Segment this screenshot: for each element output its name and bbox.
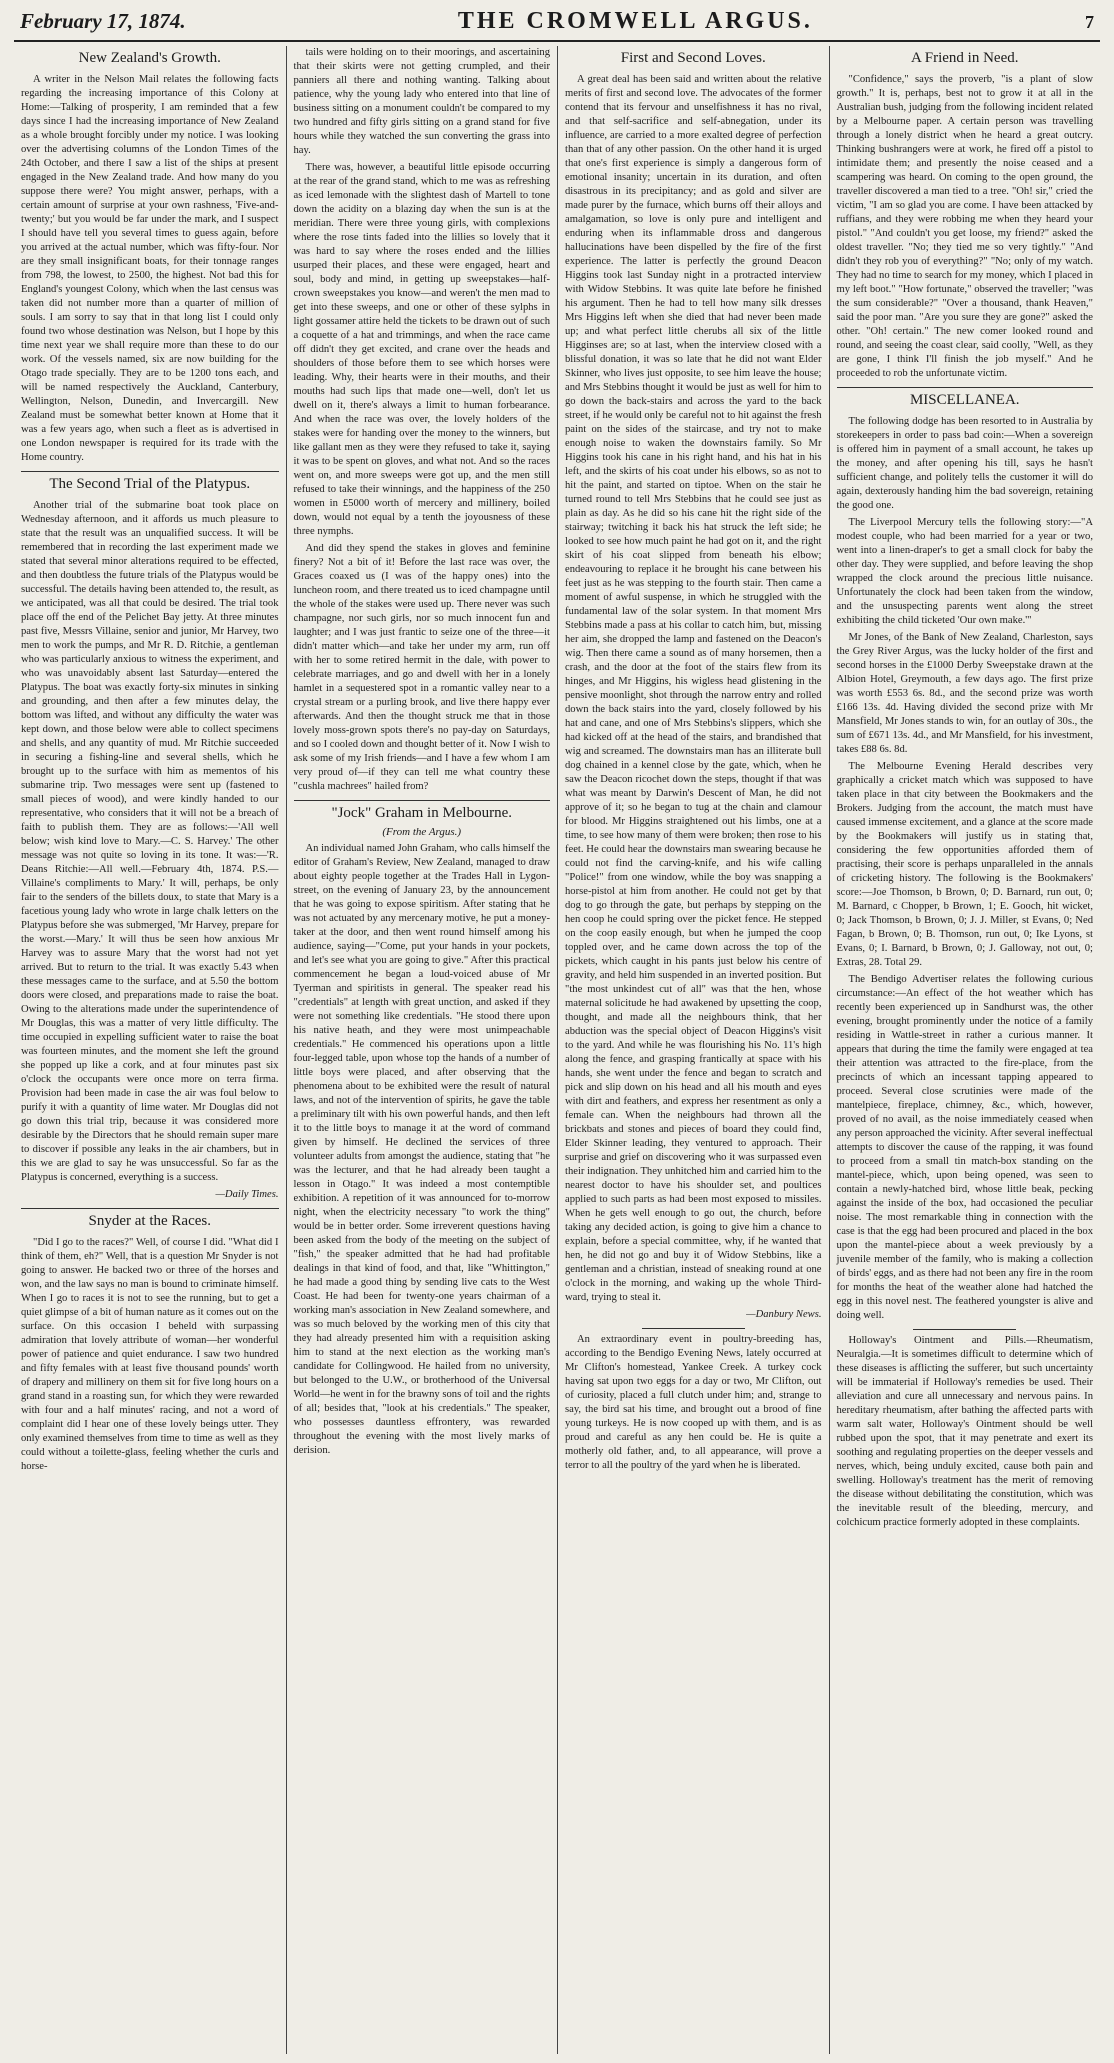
article-separator bbox=[913, 1329, 1016, 1330]
article bbox=[21, 50, 279, 465]
article-paragraph: The Bendigo Advertiser relates the following curious circumstance:—An effect of the hot weather which has recently been experienced up in Sandhurst was, the other evening, brought prominently under the notice of a family residing in Wattle-street in rather a curious manner. It appears that during the time the family were engaged at tea their attention was attracted to the fire-place, from the precincts of which an incessant tapping appeared to proceed. Several close scrutinies were made of the mantelpiece, fireplace, chimney, &c., which, however, proved of no avail, as the noise immediately ceased when any person approached the vicinity. After several ineffectual attempts to discover the cause of the rapping, it was found to proceed from a small tin match-box standing on the mantel-piece, which, upon being opened, was seen to contain a newly-hatched bird, whose little beak, pecking against the inside of the box, had occasioned the peculiar noise. The most remarkable thing in connection with the case is that the egg had been procured and placed in the box upon the mantel-piece about a week previously by a juvenile member of the family, who is making a collection of birds' eggs, and as there had not been any fire in the room for months the heat of the weather alone had hatched the egg in this novel nest. The feathered youngster is alive and doing well. bbox=[836, 974, 1093, 1321]
article-paragraph: A writer in the Nelson Mail relates the following facts regarding the increasing importance of this Colony at Home:—Talking of prosperity, I am reminded that a few days since I had the increasing importance of New Zealand as a whole brought forcibly under my notice. I was looking over the advertising columns of the London Times of the 24th October, and there I saw a list of the ships at present engaged in the New Zealand trade. And how many do you suppose there were? You might answer, perhaps, with a certain amount of surprise at your own rashness, 'Five-and-twenty;' but you would be far under the mark, and I suspect I should have tell you several times to guess again, before you arrived at the actual number, which was fifty-four. Nor are they small insignificant boats, for their tonnage ranges from 798, the lowest, to 2500, the highest. Not bad this for England's youngest Colony, which when the last census was taken did not number more than a quarter of million of souls. I am sorry to say that in that long list I could only found two whose destination was Nelson, but I hope by this time next year we shall require more than these to do our work. Of the vessels named, six are now building for the Otago trade specially. They are to be 1200 tons each, and will be named respectively the Auckland, Canterbury, Wellington, Nelson, Dunedin, and Invercargill. New Zealand must be somewhat better known at Home that it was a few years ago, when such a fleet as is advertised in one London newspaper is required for its trade with the Home country. bbox=[21, 74, 279, 463]
article-paragraph: An extraordinary event in poultry-breeding has, according to the Bendigo Evening News, lately occurred at Mr Clifton's homestead, Yankee Creek. A turkey cock having sat upon two eggs for a day or two, Mr Clifton, out of curiosity, placed a full clutch under him; and, strange to say, the bird sat his time, and brought out a brood of fine young turkeys. He is now cooped up with them, and is as proud and careful as any hen could be. He is quite a motherly old father, and, to all appearance, will prove a terror to all the poultry of the yard when he is liberated. bbox=[565, 1334, 822, 1471]
page-number: 7 bbox=[1085, 12, 1094, 32]
article-paragraph: There was, however, a beautiful little episode occurring at the rear of the grand stand, which to me was as refreshing as iced lemonade with the slightest dash of Martell to tone down the acidity on a blazing day when the sun is at the meridian. There were three young girls, with complexions where the rose tints faded into the lillies so lovely that it was hard to say where the roses ended and the lillies usurped their places, and these were engaged, heart and soul, body and mind, in getting up sweepstakes—half-crown sweepstakes you know—and weren't the men mad to get into these sweeps, and one or other of these sylphs in light gossamer attire held the tickets to be drawn out of such a coquette of a hat and trimmings, and when the race came off didn't they get excited, and crane over the heads and shoulders of those before them to see which horses were leading. Why, their hearts were in their mouths, and their mouths had such lips that made one—well, don't let us dwell on it, there's always a limit to human forbearance. And when the race was over, the lovely holders of the stakes were for handing over the money to the winners, but like gallant men as they were they refused to take it, saying it was to be spent on gloves, and what not. And so the races went on, and more sweeps were got up, and the men still refused to take their winnings, and the happiness of the 250 women in £5000 worth of mercery and millinery, boiled down, would not equal by a tenth the joyousness of these three nymphs. bbox=[293, 162, 550, 537]
article-paragraph: Mr Jones, of the Bank of New Zealand, Charleston, says the Grey River Argus, was the lucky holder of the first and second horses in the £1000 Derby Sweepstake drawn at the Albion Hotel, Greymouth, a few days ago. The first prize was worth £553 6s. 8d., and the second prize was worth £166 13s. 4d. Having divided the second prize with Mr Mansfield, Mr Jones stands to win, for an outlay of 30s., the sum of £671 13s. 4d., and Mr Mansfield, for his investment, takes £88 6s. 8d. bbox=[836, 632, 1093, 755]
article-paragraph: "Did I go to the races?" Well, of course I did. "What did I think of them, eh?" Well, that is a question Mr Snyder is not going to answer. He backed two or three of the horses and won, and the law says no man is bound to criminate himself. When I go to races it is not to see the running, but to get a quiet glimpse of a bit of human nature as it comes out on the surface. On this occasion I beheld with surpassing admiration that lovely attribute of woman—her wonderful power of patience and quiet endurance. I saw two hundred and fifty females with at least five thousand pounds' worth of drapery and millinery on them sit for five long hours on a grand stand in a roasting sun, for which they were rewarded with four and a half minutes' racing, and not a word of complaint did I hear one of these lovely beings utter. They only examined themselves from time to time as well as they could without a toilette-glass, feeling whether the curls and horse- bbox=[21, 1237, 279, 1472]
article-separator bbox=[21, 1208, 279, 1209]
article-columns bbox=[14, 46, 1100, 2054]
article bbox=[565, 50, 822, 1322]
article-headline: First and Second Loves. bbox=[620, 50, 766, 66]
article-paragraph: And did they spend the stakes in gloves and feminine finery? Not a bit of it! Before the last race was over, the Graces coaxed us (I was of the happy ones) into the luncheon room, and there treated us to iced champagne until the whole of the stakes were used up. There never was such champagne, nor such girls, nor so much innocent fun and laughter; and I was just frantic to seize one of the three—it didn't matter which—and take her under my arm, run off with her to some retired hermit in the dale, with power to celebrate marriages, and go and dwell with her in a lonely hamlet in a sequestered spot in a romantic valley near to a crystal stream or a purling brook, and live there happy ever afterwards. And then the thought struck me that in those lovely moss-grown spots there's no pay-day on Saturdays, and so I cooled down and thought better of it. Now I wish to ask some of my Irish friends—and I have a few whom I am very proud of—if they can tell me what country these "cushla machrees" hailed from? bbox=[293, 543, 550, 792]
article-byline: (From the Argus.) bbox=[382, 826, 462, 838]
article bbox=[21, 1213, 279, 1474]
article bbox=[565, 1333, 822, 1473]
article bbox=[294, 805, 551, 1458]
article bbox=[837, 392, 1094, 1323]
article-paragraph: "Confidence," says the proverb, "is a plant of slow growth." It is, perhaps, best not to grow it at all in the Australian bush, judging from the following incident related by a Melbourne paper. A certain person was travelling through a lonely district when he heard a great outcry. Thinking bushrangers were at work, he fired off a pistol to intimidate them; and presently the noise ceased and a scampering was heard. On coming to the open ground, the traveller discovered a man tied to a tree. "Oh! sir," cried the victim, "I am so glad you are come. I have been attacked by ruffians, and they were robbing me when they heard your pistol." "And couldn't you get loose, my friend?" asked the oldest traveller. "No; they tied me so very tightly." "And didn't they rob you of everything?" "No; only of my watch. They had no time to search for my money, which I placed in my left boot." "How fortunate," observed the traveller; "was the sum considerable?" "Over a thousand, thank Heaven," said the poor man. "Are you sure they are gone?" asked the other. "Oh! certain." The new comer looked round and round, and seeing the coast clear, said coolly, "Well, as they are gone, I think I'll finish the job myself." And he proceeded to rob the unfortunate victim. bbox=[836, 74, 1093, 379]
article-paragraph: The Liverpool Mercury tells the following story:—"A modest couple, who had been married for a year or two, went into a linen-draper's to get a small clock for baby the other day. They were supplied, and before leaving the shop wrapped the clock around the precious little nuisance. Unfortunately the clock had been taken from the window, and the unsuspecting parents went along the street exhibiting the child ticketed 'Our own make.'" bbox=[836, 517, 1093, 626]
article-paragraph: An individual named John Graham, who calls himself the editor of Graham's Review, New Zealand, managed to draw about eighty people together at the Trades Hall in Lygon-street, on the evening of January 23, by the announcement that he was going to expose spiritism. After stating that he was not actuated by any mercenary motive, he put a money-taker at the door, and then went round himself among his audience, saying—"Come, put your hands in your pockets, and let's see what you are going to give." After this practical commencement he began a loud-voiced abuse of Mr Tyerman and spiritists in general. The speaker read his "credentials" at length with great unction, and asked if they were not something like credentials. "He stood there upon his native heath, and they were most unimpeachable credentials." He commenced his operations upon a little four-legged table, upon whose top the hands of a number of little boys were placed, and after observing that the phenomena about to be exhibited were the result of natural laws, and not of the intervention of spirits, he gave the table a preliminary tilt with his own powerful hands, and then left it to the little boys to manage it at the word of command given by himself. He declined the services of three volunteer adults from amongst the audience, stating that "he was the lecturer, and that he had already been taught a lesson in Otago." It was indeed a most contemptible exhibition. A repetition of it was announced for to-morrow night, when the electricity necessary "to work the thing" would be in better order. Some irreverent questions having been asked from the body of the meeting on the subject of "fish," the speaker admitted that he had had profitable dealings in that kind of food, and that, like "Whittington," he had made a good thing by sending live cats to the West Coast. He had been for twenty-one years chairman of a working man's association in New Zealand somewhere, and was so much beloved by the working men of this city that they had already presented him with a requisition asking him to stand at the next election as the working man's candidate for Collingwood. He hailed from no university, but belonged to the U.W., or brotherhood of the Universal World—he went in for the brawny sons of toil and the rights of all; besides that, "look at his credentials." The speaker, who possesses dauntless effrontery, was rewarded throughout the evening with the most lively marks of derision. bbox=[293, 843, 550, 1456]
column-4 bbox=[829, 46, 1101, 2054]
article-separator bbox=[642, 1328, 745, 1329]
article-separator bbox=[21, 471, 279, 472]
article-paragraph: Holloway's Ointment and Pills.—Rheumatism, Neuralgia.—It is sometimes difficult to determine which of these diseases is afflicting the sufferer, but such uncertainty will be immaterial if Holloway's remedies be used. Their alleviation and cure all unnecessary and nervous pains. In hereditary rheumatism, after bathing the affected parts with warm salt water, Holloway's Ointment should be well rubbed upon the spot, that it may penetrate and exert its soothing and regulating properties on the deeper vessels and nerves, which, being unduly excited, cause both pain and swelling. Holloway's treatment has the merit of removing the disease without debilitating the constitution, which was the inevitable result of the bleeding, mercury, and colchicum practice formerly adopted in these complaints. bbox=[836, 1335, 1093, 1528]
masthead bbox=[14, 8, 1100, 38]
article-source: —Danbury News. bbox=[746, 1309, 822, 1320]
column-2 bbox=[286, 46, 558, 2054]
article-headline: "Jock" Graham in Melbourne. bbox=[331, 805, 513, 821]
column-1 bbox=[14, 46, 286, 2054]
article-separator bbox=[294, 800, 551, 801]
article bbox=[837, 1334, 1094, 1530]
article-paragraph: The Melbourne Evening Herald describes very graphically a cricket match which was supposed to have taken place in that city between the Bookmakers and the Brokers. Judging from the account, the match must have caused immense excitement, and a glance at the score made by the Bookmakers will justify us in stating that, considering the few opportunities afforded them of practising, their score is perhaps unparalleled in the annals of cricketing history. The following is the Bookmakers' score:—Joe Thomson, b Brown, 0; D. Barnard, run out, 0; M. Barnard, c Chopper, b Brown, 1; E. Gooch, hit wicket, 0; Jack Thomson, b Brown, 0; J. J. Miller, st Evans, 0; Ned Fagan, b Brown, 0; B. Thomson, run out, 0; Ike Lyons, st Evans, 0; I. Barnard, b Brown, 0; J. Galloway, not out, 0; Extras, 28. Total 29. bbox=[836, 761, 1093, 968]
article-headline: Snyder at the Races. bbox=[88, 1213, 211, 1229]
article-headline: A Friend in Need. bbox=[911, 50, 1019, 66]
article bbox=[294, 46, 551, 794]
article bbox=[21, 476, 279, 1202]
issue-date: February 17, 1874. bbox=[20, 9, 186, 33]
article-paragraph: tails were holding on to their moorings, and ascertaining that their skirts were not getting crumpled, and their panniers all there and nothing wanting. Talking about patience, why the young lady who entered into that line of business sitting on a monument couldn't be compared to my two hundred and fifty girls sitting on a grand stand for five hours while they watched the sun converting the grass into hay. bbox=[293, 47, 550, 156]
article-headline: New Zealand's Growth. bbox=[78, 50, 221, 66]
masthead-rule bbox=[14, 40, 1100, 42]
column-3 bbox=[557, 46, 829, 2054]
article-headline: The Second Trial of the Platypus. bbox=[49, 476, 251, 492]
article-paragraph: The following dodge has been resorted to in Australia by storekeepers in order to pass bad coin:—When a sovereign is offered him in payment of a small account, he takes up the money, and after opening his till, says he hasn't sufficient change, and politely tells the customer it will do again, dexterously handing him the bad sovereign, retaining the good one. bbox=[836, 416, 1093, 511]
article-separator bbox=[837, 387, 1094, 388]
article-headline: MISCELLANEA. bbox=[909, 392, 1020, 408]
article-paragraph: Another trial of the submarine boat took place on Wednesday afternoon, and it affords us much pleasure to state that the result was an unqualified success. It will be remembered that in recording the last experiment made we stated that several minor alterations required to be effected, and then doubtless the future trials of the Platypus would be successful. The details having been attended to, the result, as we anticipated, was all that could be desired. The trial took place off the end of the Pelichet Bay jetty. At three minutes past five, Messrs Villaine, senior and junior, Mr Harvey, two men to work the pumps, and Mr R. D. Ritchie, a gentleman who was particularly anxious to witness the experiment, and who was unavoidably absent last Saturday—entered the Platypus. The boat was exactly forty-six minutes in sinking and grounding, and then after a few minutes delay, the bottom was lifted, and without any difficulty the water was kept down, and those below were able to collect specimens and shells, and any quantity of mud. Mr Ritchie succeeded in securing a fishing-line and several shells, which he brought up to the surface with him as mementos of his submarine trip. Two messages were sent up (fastened to small pieces of wood), and were kindly handed to our representative, who considers that it will not be a breach of faith to publish them. They are as follows:—'All well below; wish kind love to Mary.—C. S. Harvey.' The other message was not quite so loving in its tone. It was:—'R. Deans Ritchie:—All well.—February 4th, 1874. P.S.—Villaine's compliments to Mary.' It will, perhaps, be only fair to the senders of the billets doux, to state that Mary is a facetious young lady who wrote in large chalk letters on the Platypus before she was submerged, 'Mr Harvey, prepare for the worst.—Mary.' It will thus be seen how anxious Mr Harvey was to assure Mary that the worst had not yet arrived. But to return to the trial. It was exactly 5.43 when these messages came to the surface, and at 5.50 the bottom doors were closed, and preparations made to raise the boat. Owing to the alterations made under the superintendence of Mr Douglas, this was a matter of very little difficulty. The time occupied in expelling sufficient water to raise the boat was fourteen minutes, and the moment she left the ground she popped up like a cork, and at four minutes past six o'clock the occupants were once more on terra firma. Provision had been made in case the air was foul below to purify it with a quantity of lime water. Mr Douglas did not go down this trial trip, because it was considered more desirable by the Directors that he should remain super mare to discover if possible any leaks in the air chambers, but in this we are glad to say he was unsuccessful. So far as the Platypus is concerned, everything is a success. bbox=[21, 500, 279, 1183]
article-paragraph: A great deal has been said and written about the relative merits of first and second love. The advocates of the former contend that its fervour and unselfishness it has no rival, and that self-sacrifice and self-abnegation, under its influence, are carried to a more exalted degree of perfection than that of any other passion. On the other hand it is urged that one's first experience is simply a dangerous form of emotional insanity; uncertain in its duration, and often disastrous in its precipitancy; and as gold and silver are made purer by the furnace, which burns off their alloys and amalgamation, so love is only pure and intelligent and enduring when its inflammable dross and dangerous hallucinations have been dispelled by the fire of the first experience. The latter is perfectly the ground Deacon Higgins took last Sunday night in a protracted interview with Widow Stebbins. It was quite late before he finished his argument. Then he had to tell how many silk dresses Mrs Higgins left when she died that had never been made up; and what perfect little cherubs all six of the little Higginses are; so at last, when the interview closed with a blissful donation, it was so late that he did not want Elder Skinner, who lives just opposite, to see him leave the house; and Mrs Stebbins thought it would be just as well for him to go down the back-stairs and across the yard to the back street, if he would only be careful not to hit against the fresh paint on the sides of the staircase, and try not to make enough noise to waken the downstairs family. So Mr Higgins took his cane in his right hand, and his hat in his left, and the skirts of his coat under his elbows, so as not to hit the paint, and started on tiptoe. When on the stair he turned round to tell Mrs Stebbins that he could see just as plain as day. As he did so his cane hit the right side of the stairway; twitching it back his hat struck the left side; he looked to see how much paint he had got on it, and the right skirt of his coat slipped from beneath his elbow; endeavouring to replace it he brought his cane between his feet just as he was stepping to the fourth stair. Then came a moment of awful suspense, in which he struggled with the fundamental law of the solar system. In that moment Mrs Stebbins made a pass at his collar to catch him, but, missing her aim, she dropped the lamp and fastened on the Deacon's wig. Then there came a sound as of many horsemen, then a crash, and the door at the foot of the stairs flew from its hinges, and Mr Higgins, his wigless head glistening in the pensive moonlight, shot through the narrow entry and rolled down the back stairs into the yard, closely followed by his hat and cane, and one of Mrs Stebbins's slippers, which she had kicked off at the head of the stairs, and brandished that wig and screamed. The downstairs man has an illiterate bull dog chained in a kennel close by the gate, which, when he saw the Deacon ricochet down the steps, thought if that was what was meant by Darwin's Descent of Man, he did not approve of it; so he began to tug at the chain and clamour for blood. Mr Higgins straightened out his limbs, one at a time, to see how many of them were broken; then rose to his feet. He could hear the downstairs man swearing because he could not find the carving-knife, and his wife calling "Police!" from one window, while the boy was snapping a horse-pistol at him from another. He could not get by that dog to go through the gate, but perhaps by stepping on the hen coop he could spring over the picket fence. He stepped on the coop easily enough, but when he jumped the coop toppled over, and he came down across the top of the pickets, which caught in his pants just below his centre of gravity, and held him suspended in an inverted position. But "the most unkindest cut of all" was that the hen, whose maternal solicitude he had awakened by upsetting the coop, thought, and made all the neighbours think, that her abduction was the special object of Deacon Higgins's visit to the yard. And while he was flourishing his No. 11's high along the fence, and grasping frantically at space with his hands, she went under the fence and began to scratch and pick and slip down on his head and all his mouth and eyes with dirt and feathers, and express her resentment as only a female can. When the neighbours had thrown all the brickbats and stones and pieces of board they could find, Elder Skinner leading, they ventured to approach. Their surprise and grief on discovering who it was surpassed even their indignation. They unhitched him and carried him to the nearest doctor to have his shoulder set, and poultices applied to such parts as had been most exposed to missiles. When he gets well enough to go out, the church, before taking any decided action, is going to give him a chance to explain, before a special committee, why, if he wanted that hen, he did not go and buy it of Widow Stebbins, like a gentleman and a christian, instead of sneaking round at one o'clock in the morning, and waking up the whole Third-ward, trying to steal it. bbox=[565, 74, 822, 1303]
newspaper-title: THE CROMWELL ARGUS. bbox=[457, 8, 813, 34]
article bbox=[837, 50, 1094, 381]
article-source: —Daily Times. bbox=[215, 1189, 279, 1200]
